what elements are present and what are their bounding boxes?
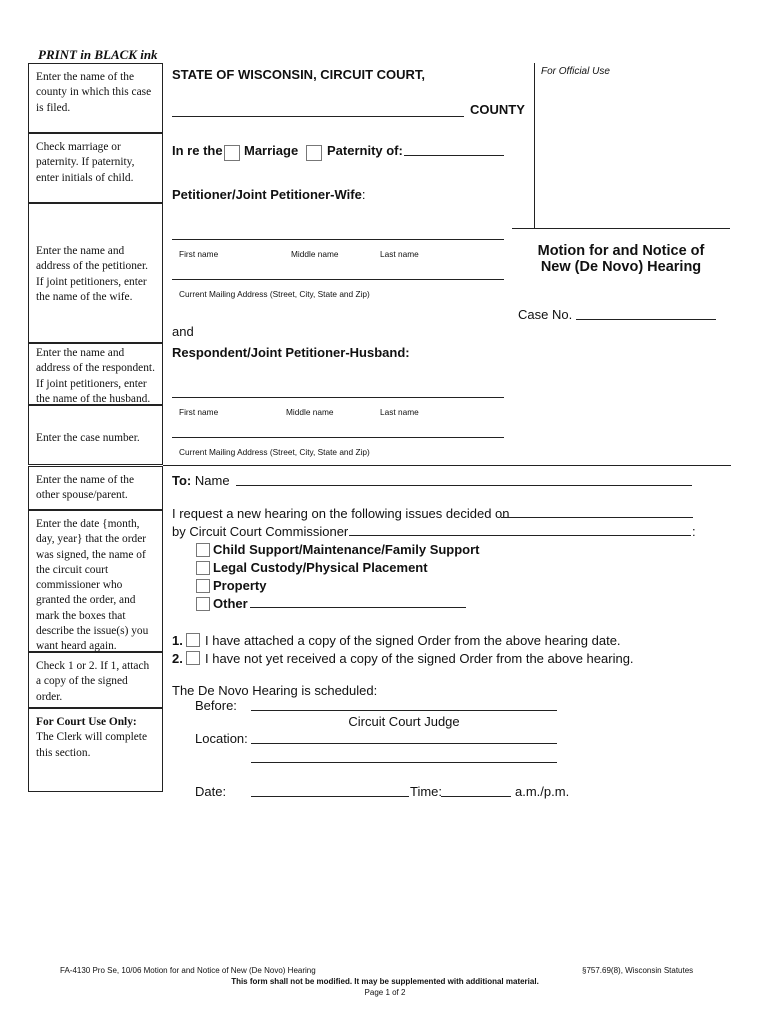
time-line[interactable]	[441, 796, 511, 797]
form-title-line1: Motion for and Notice of	[537, 243, 705, 259]
date-label: Date:	[195, 784, 227, 799]
to-label: To:	[172, 473, 192, 488]
sidebar-respondent-instruction: Enter the name and address of the respondent. If joint petitioners, enter the name of the husband.	[28, 343, 163, 405]
respondent-middle-name-label: Middle name	[286, 407, 334, 417]
form-title	[512, 243, 730, 275]
commissioner-label: by Circuit Court Commissioner	[172, 524, 349, 539]
print-instruction: PRINT in BLACK ink	[38, 47, 158, 62]
sidebar-other-spouse-instruction: Enter the name of the other spouse/parent.	[28, 466, 163, 510]
petitioner-label-text: Petitioner/Joint Petitioner-Wife	[172, 187, 362, 202]
petitioner-middle-name-label: Middle name	[291, 249, 339, 259]
petitioner-address-line[interactable]	[172, 279, 504, 280]
petitioner-last-name-label: Last name	[380, 249, 419, 259]
footer-page: Page 1 of 2	[364, 988, 406, 997]
location-line-1[interactable]	[251, 743, 557, 744]
sidebar-county-instruction: Enter the name of the county in which this case is filed.	[28, 63, 163, 133]
in-re-label: In re the	[172, 143, 223, 158]
court-name: STATE OF WISCONSIN, CIRCUIT COURT,	[172, 67, 426, 82]
to-name-label: Name	[194, 473, 230, 488]
respondent-name-line[interactable]	[172, 397, 504, 398]
property-label: Property	[213, 578, 267, 593]
sidebar-court-use	[28, 708, 163, 792]
marriage-checkbox[interactable]	[224, 145, 240, 161]
option-2-number: 2.	[172, 651, 183, 666]
petitioner-address-label: Current Mailing Address (Street, City, State and Zip)	[179, 289, 370, 299]
commissioner-name-line[interactable]	[349, 535, 691, 536]
respondent-address-label: Current Mailing Address (Street, City, State and Zip)	[179, 447, 370, 457]
form-title-line2: New (De Novo) Hearing	[540, 259, 702, 275]
petitioner-first-name-label: First name	[179, 249, 219, 259]
commissioner-colon: :	[692, 524, 696, 539]
official-use-divider	[534, 63, 535, 228]
date-line[interactable]	[251, 796, 409, 797]
petitioner-name-line[interactable]	[172, 239, 504, 240]
option-1-checkbox[interactable]	[186, 633, 200, 647]
judge-name-line[interactable]	[251, 710, 557, 711]
official-use-label: For Official Use	[541, 66, 610, 77]
sidebar-check-instruction: Check 1 or 2. If 1, attach a copy of the signed order.	[28, 652, 163, 708]
sidebar-date-instruction: Enter the date {month, day, year} that the order was signed, the name of the circuit court commissioner who granted the order, and mark the boxes that describe the issue(s) you want heard again.	[28, 510, 163, 652]
official-use-bottom-line	[512, 228, 730, 229]
decision-date-line[interactable]	[501, 517, 693, 518]
legal-custody-checkbox[interactable]	[196, 561, 210, 575]
location-label: Location:	[195, 731, 248, 746]
respondent-address-line[interactable]	[172, 437, 504, 438]
other-description-line[interactable]	[250, 607, 466, 608]
scheduled-label: The De Novo Hearing is scheduled:	[172, 683, 378, 698]
respondent-label: Respondent/Joint Petitioner-Husband:	[172, 345, 410, 360]
footer-statute: §757.69(8), Wisconsin Statutes	[582, 966, 694, 975]
to-name-line[interactable]	[236, 485, 692, 486]
sidebar-case-number-instruction: Enter the case number.	[28, 405, 163, 465]
footer-notice: This form shall not be modified. It may be supplemented with additional material.	[231, 977, 539, 986]
case-no-line[interactable]	[576, 319, 716, 320]
child-support-label: Child Support/Maintenance/Family Support	[213, 542, 480, 557]
request-text: I request a new hearing on the following issues decided on	[172, 506, 510, 521]
court-use-body: The Clerk will complete this section.	[36, 731, 148, 759]
petitioner-label	[172, 187, 365, 202]
location-line-2[interactable]	[251, 762, 557, 763]
option-2-text: I have not yet received a copy of the signed Order from the above hearing.	[205, 651, 634, 666]
property-checkbox[interactable]	[196, 579, 210, 593]
ampm-label: a.m./p.m.	[515, 784, 570, 799]
other-checkbox[interactable]	[196, 597, 210, 611]
caption-divider	[163, 465, 731, 466]
county-label: COUNTY	[470, 102, 525, 117]
paternity-checkbox[interactable]	[306, 145, 322, 161]
county-input-line[interactable]	[172, 116, 464, 117]
respondent-first-name-label: First name	[179, 407, 219, 417]
footer-form-id: FA-4130 Pro Se, 10/06 Motion for and Notice of New (De Novo) Hearing	[60, 966, 316, 975]
time-label: Time:	[410, 784, 443, 799]
legal-custody-label: Legal Custody/Physical Placement	[213, 560, 428, 575]
child-support-checkbox[interactable]	[196, 543, 210, 557]
child-initials-line[interactable]	[404, 155, 504, 156]
petitioner-label-colon: :	[361, 187, 366, 202]
other-label: Other	[213, 596, 248, 611]
option-1-number: 1.	[172, 633, 183, 648]
case-no-label: Case No.	[518, 307, 573, 322]
marriage-label: Marriage	[244, 143, 299, 158]
sidebar-case-type-instruction: Check marriage or paternity. If paternity, enter initials of child.	[28, 133, 163, 203]
sidebar-petitioner-instruction: Enter the name and address of the petitioner. If joint petitioners, enter the name of the wife.	[28, 203, 163, 343]
respondent-last-name-label: Last name	[380, 407, 419, 417]
before-label: Before:	[195, 698, 237, 713]
option-1-text: I have attached a copy of the signed Order from the above hearing date.	[205, 633, 621, 648]
option-2-checkbox[interactable]	[186, 651, 200, 665]
and-label: and	[172, 324, 194, 339]
court-use-title: For Court Use Only:	[36, 716, 137, 728]
judge-label: Circuit Court Judge	[348, 714, 460, 729]
paternity-label: Paternity of:	[327, 143, 403, 158]
